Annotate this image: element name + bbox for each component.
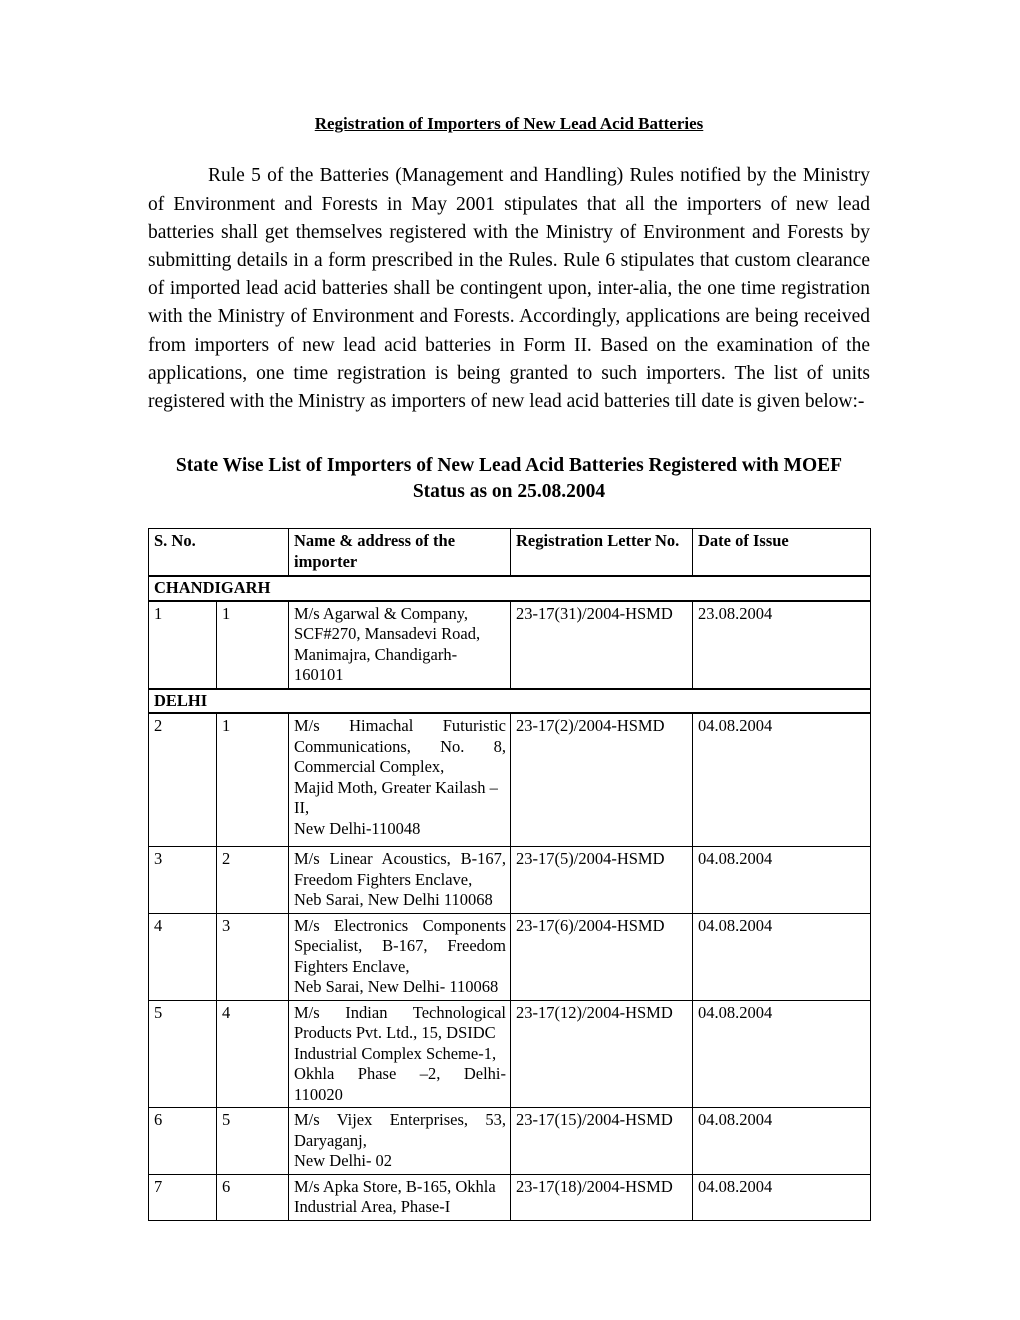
column-header-registration-line1: Registration Letter [516,531,651,551]
subtitle-line-2: Status as on 25.08.2004 [412,481,606,503]
column-header-date: Date of Issue [693,529,871,577]
cell-state-no: 1 [217,601,289,689]
address-line: Industrial Area, Phase-I [294,1197,451,1217]
address-line: New Delhi-110048 [294,818,421,838]
address-line: Majid Moth, Greater Kailash – [294,777,498,797]
cell-sno: 7 [149,1174,217,1220]
cell-registration-no: 23-17(15)/2004-HSMD [511,1108,693,1175]
address-line: Communications, No. 8, [294,736,506,756]
state-name-chandigarh: CHANDIGARH [149,576,871,601]
column-header-name-address-line2: importer [294,551,358,571]
address-line: SCF#270, Mansadevi Road, [294,624,481,644]
cell-state-no: 6 [217,1174,289,1220]
state-header-row [149,689,871,714]
address-line: Specialist, B-167, Freedom [294,936,506,956]
address-line: M/s Electronics Components [294,915,506,935]
table-row [149,1000,871,1108]
address-line: II, [294,798,310,818]
cell-name-address [289,1174,511,1220]
address-line: Okhla Phase –2, Delhi- [294,1064,506,1084]
cell-date: 04.08.2004 [693,1000,871,1108]
cell-sno: 6 [149,1108,217,1175]
page-content [148,0,870,1221]
cell-name-address [289,713,511,847]
column-header-registration-line2: No. [655,531,680,551]
subtitle-line-1: State Wise List of Importers of New Lead Acid Batteries Registered with MOEF [175,455,843,477]
page-title-text: Registration of Importers of New Lead Acid Batteries [314,114,704,133]
address-line: M/s Agarwal & Company, [294,603,468,623]
cell-state-no: 4 [217,1000,289,1108]
section-subtitle [148,416,870,505]
cell-state-no: 1 [217,713,289,847]
cell-name-address [289,601,511,689]
cell-state-no: 2 [217,847,289,914]
cell-date: 04.08.2004 [693,1108,871,1175]
cell-date: 23.08.2004 [693,601,871,689]
cell-date: 04.08.2004 [693,713,871,847]
cell-date: 04.08.2004 [693,1174,871,1220]
cell-date: 04.08.2004 [693,847,871,914]
address-line: Industrial Complex Scheme-1, [294,1043,497,1063]
cell-state-no: 3 [217,913,289,1000]
cell-name-address [289,913,511,1000]
cell-registration-no: 23-17(18)/2004-HSMD [511,1174,693,1220]
address-line: Daryaganj, [294,1130,367,1150]
table-row [149,1108,871,1175]
address-line: Manimajra, Chandigarh- [294,644,458,664]
column-header-name-address-line1: Name & address of the [294,531,456,551]
address-line: Neb Sarai, New Delhi- 110068 [294,977,499,997]
importers-table-wrapper [148,505,870,1221]
column-header-sno: S. No. [149,529,289,577]
cell-registration-no: 23-17(2)/2004-HSMD [511,713,693,847]
address-line: 160101 [294,665,344,685]
cell-name-address [289,1108,511,1175]
table-row [149,913,871,1000]
table-body [149,529,871,1221]
address-line: M/s Apka Store, B-165, Okhla [294,1176,496,1196]
cell-sno: 1 [149,601,217,689]
cell-state-no: 5 [217,1108,289,1175]
importers-table [148,528,871,1221]
cell-sno: 4 [149,913,217,1000]
table-row [149,601,871,689]
cell-date: 04.08.2004 [693,913,871,1000]
cell-sno: 2 [149,713,217,847]
address-line: New Delhi- 02 [294,1151,393,1171]
intro-paragraph: Rule 5 of the Batteries (Management and Handling) Rules notified by the Ministry of Environment and Forests in May 2001 stipulates that all the importers of new lead batteries shall get themselves registered with the Ministry of Environment and Forests by submitting details in a form prescribed in the Rules. Rule 6 stipulates that custom clearance of imported lead acid batteries shall be contingent upon, inter-alia, the one time registration with the Ministry of Environment and Forests. Accordingly, applications are being received from importers of new lead acid batteries in Form II. Based on the examination of the applications, one time registration is being granted to such importers. The list of units registered with the Ministry as importers of new lead acid batteries till date is given below:- [148,165,870,413]
address-line: Neb Sarai, New Delhi 110068 [294,890,493,910]
address-line: Products Pvt. Ltd., 15, DSIDC [294,1023,496,1043]
cell-registration-no: 23-17(12)/2004-HSMD [511,1000,693,1108]
cell-name-address [289,847,511,914]
cell-registration-no: 23-17(31)/2004-HSMD [511,601,693,689]
table-header-row [149,529,871,577]
column-header-registration [511,529,693,577]
state-name-delhi: DELHI [149,689,871,714]
address-line: Fighters Enclave, [294,956,410,976]
address-line: M/s Linear Acoustics, B-167, [294,849,506,869]
cell-registration-no: 23-17(6)/2004-HSMD [511,913,693,1000]
cell-registration-no: 23-17(5)/2004-HSMD [511,847,693,914]
column-header-name-address [289,529,511,577]
page-title [148,0,870,134]
address-line: M/s Himachal Futuristic [294,716,506,736]
address-line: 110020 [294,1084,343,1104]
address-line: M/s Indian Technological [294,1002,506,1022]
address-line: Commercial Complex, [294,757,445,777]
cell-sno: 3 [149,847,217,914]
table-row [149,847,871,914]
address-line: Freedom Fighters Enclave, [294,869,473,889]
table-row [149,713,871,847]
table-row [149,1174,871,1220]
cell-name-address [289,1000,511,1108]
state-header-row [149,576,871,601]
cell-sno: 5 [149,1000,217,1108]
address-line: M/s Vijex Enterprises, 53, [294,1110,506,1130]
